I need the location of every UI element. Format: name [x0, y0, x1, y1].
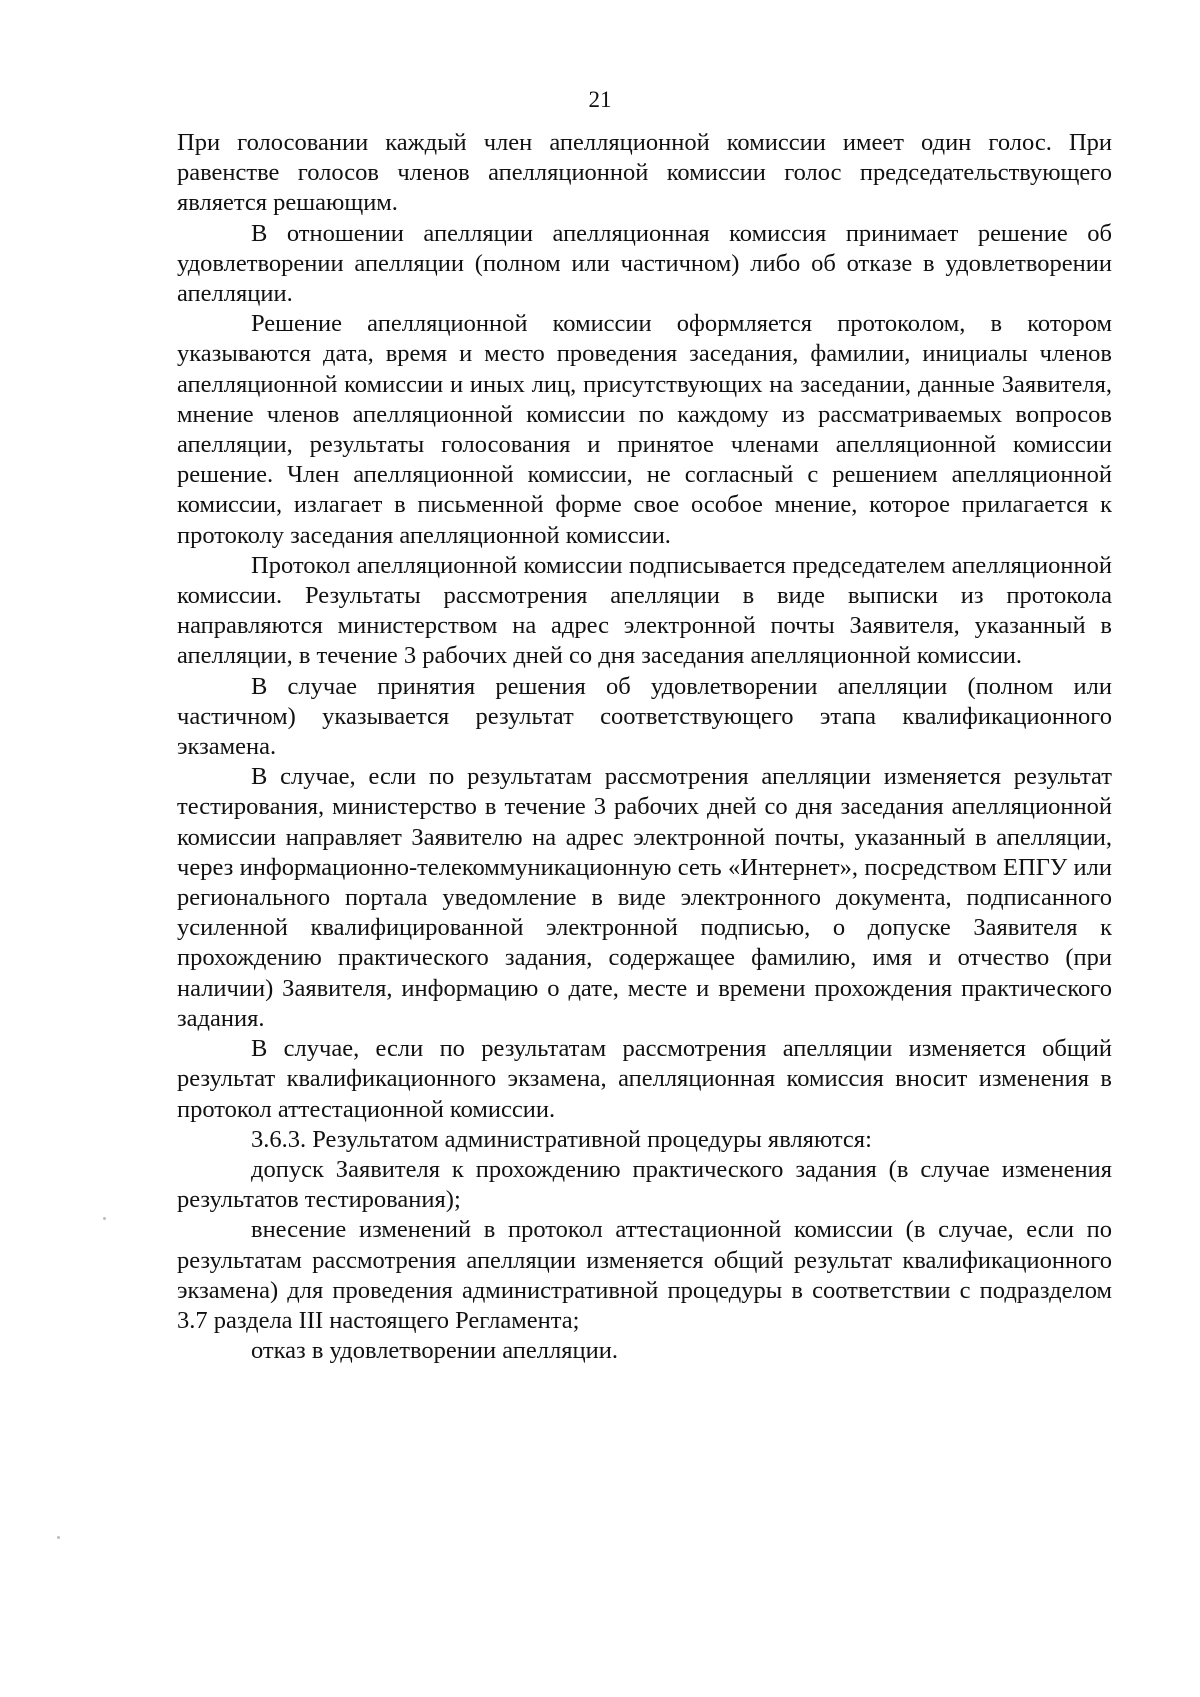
paragraph-exam-result-change: В случае, если по результатам рассмотрения апелляции изменяется общий результат квалификационного экзамена, апелляционная комиссия вносит изменения в протокол аттестационной комиссии. [177, 1035, 1112, 1123]
paragraph-voting: При голосовании каждый член апелляционной комиссии имеет один голос. При равенстве голосов членов апелляционной комиссии голос председательствующего является решающим. [177, 129, 1112, 217]
list-item-protocol-amendment: внесение изменений в протокол аттестационной комиссии (в случае, если по результатам рассмотрения апелляции изменяется общий результат квалификационного экзамена) для проведения административной процедуры в соответствии с подразделом 3.7 раздела III настоящего Регламента; [177, 1216, 1112, 1334]
paragraph-protocol-signing: Протокол апелляционной комиссии подписывается председателем апелляционной комиссии. Результаты рассмотрения апелляции в виде выписки из протокола направляются министерством на адрес электронной почты Заявителя, указанный в апелляции, в течение 3 рабочих дней со дня заседания апелляционной комиссии. [177, 551, 1112, 670]
paragraph-appeal-granted: В случае принятия решения об удовлетворении апелляции (полном или частичном) указывается результат соответствующего этапа квалификационного экзамена. [177, 672, 1112, 761]
document-body [177, 128, 1112, 1366]
page-number: 21 [588, 87, 612, 112]
paragraph-decision-types: В отношении апелляции апелляционная комиссия принимает решение об удовлетворении апелляции (полном или частичном) либо об отказе в удовлетворении апелляции. [177, 219, 1112, 308]
paragraph-protocol-contents: Решение апелляционной комиссии оформляется протоколом, в котором указываются дата, время и место проведения заседания, фамилии, инициалы членов апелляционной комиссии и иных лиц, присутствующих на заседании, данные Заявителя, мнение членов апелляционной комиссии по каждому из рассматриваемых вопросов апелляции, результаты голосования и принятое членами апелляционной комиссии решение. Член апелляционной комиссии, не согласный с решением апелляционной комиссии, излагает в письменной форме свое особое мнение, которое прилагается к протоколу заседания апелляционной комиссии. [177, 310, 1112, 549]
list-item-admission: допуск Заявителя к прохождению практического задания (в случае изменения результатов тестирования); [177, 1155, 1112, 1214]
paragraph-testing-result-change: В случае, если по результатам рассмотрения апелляции изменяется результат тестирования, министерство в течение 3 рабочих дней со дня заседания апелляционной комиссии направляет Заявителю на адрес электронной почты, указанный в апелляции, через информационно-телекоммуникационную сеть «Интернет», посредством ЕПГУ или регионального портала уведомление в виде электронного документа, подписанного усиленной квалифицированной электронной подписью, о допуске Заявителя к прохождению практического задания, содержащее фамилию, имя и отчество (при наличии) Заявителя, информацию о дате, месте и времени прохождения практического задания. [177, 763, 1112, 1032]
paragraph-section-3-6-3: 3.6.3. Результатом административной процедуры являются: [251, 1125, 872, 1153]
scan-speck [103, 1217, 106, 1220]
list-item-appeal-refusal: отказ в удовлетворении апелляции. [251, 1337, 618, 1365]
scan-speck [57, 1536, 60, 1539]
